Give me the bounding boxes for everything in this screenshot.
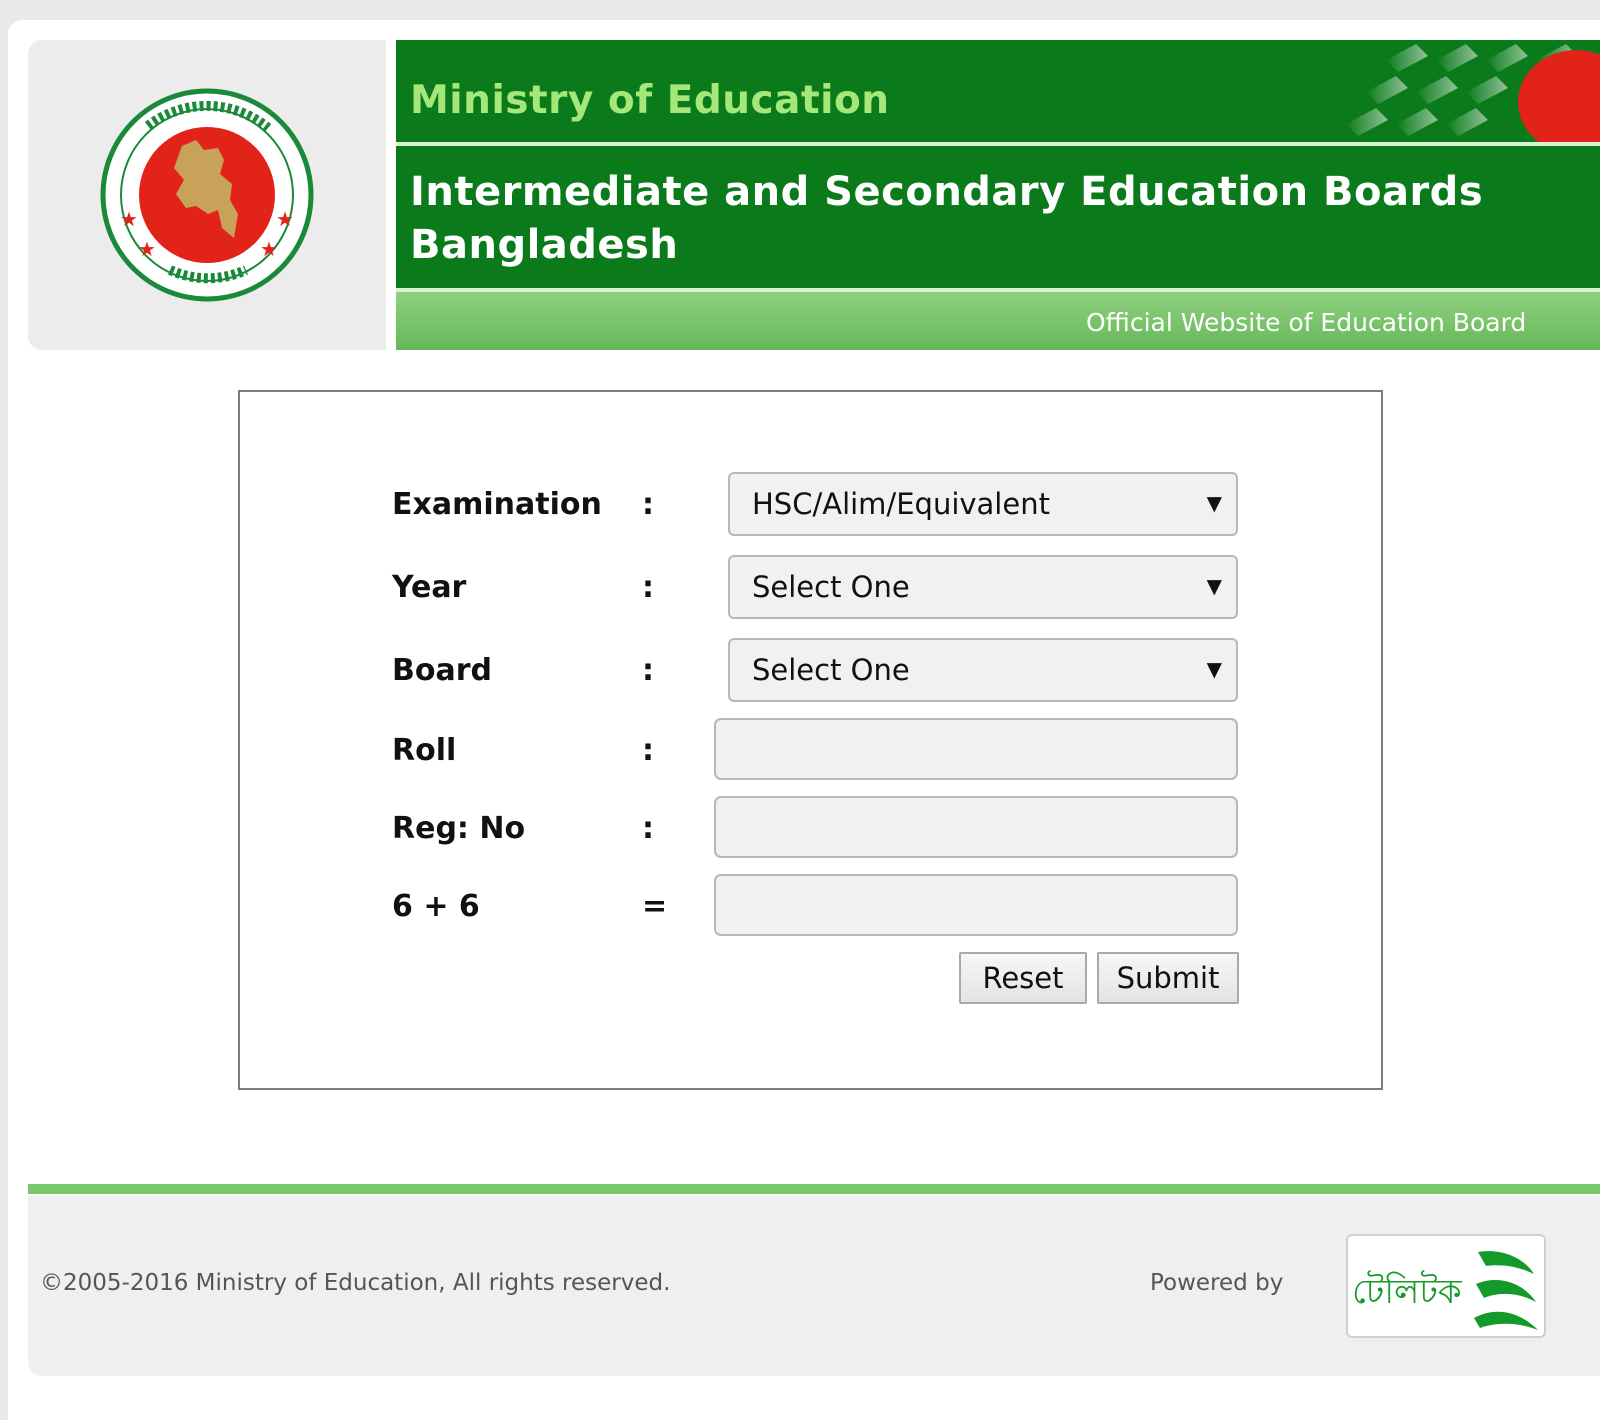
svg-text:★: ★ bbox=[260, 237, 278, 261]
header-banner bbox=[396, 40, 1600, 350]
dropdown-arrow-icon: ▼ bbox=[1206, 657, 1222, 681]
year-colon: : bbox=[642, 570, 654, 605]
reg-no-input[interactable] bbox=[714, 796, 1238, 858]
examination-selected-value: HSC/Alim/Equivalent bbox=[752, 487, 1050, 521]
official-website-text: Official Website of Education Board bbox=[1086, 308, 1527, 337]
reset-button[interactable]: Reset bbox=[959, 952, 1087, 1004]
board-colon: : bbox=[642, 653, 654, 688]
copyright-text: ©2005-2016 Ministry of Education, All rights reserved. bbox=[40, 1270, 671, 1296]
examination-label: Examination bbox=[392, 487, 602, 522]
board-selected-value: Select One bbox=[752, 653, 910, 687]
roll-colon: : bbox=[642, 733, 654, 768]
footer-divider bbox=[28, 1184, 1600, 1194]
result-search-form bbox=[238, 390, 1383, 1090]
board-row bbox=[240, 638, 1381, 704]
teletalk-logo-text: টেলিটক bbox=[1352, 1272, 1462, 1312]
year-select[interactable] bbox=[728, 555, 1238, 619]
captcha-row bbox=[240, 874, 1381, 940]
svg-text:★: ★ bbox=[120, 207, 138, 231]
svg-text:★: ★ bbox=[138, 237, 156, 261]
examination-select[interactable] bbox=[728, 472, 1238, 536]
examination-colon: : bbox=[642, 487, 654, 522]
boards-title: Intermediate and Secondary Education Boards Bangladesh bbox=[410, 169, 1484, 268]
site-footer bbox=[28, 1196, 1600, 1376]
board-select[interactable] bbox=[728, 638, 1238, 702]
reg-no-label: Reg: No bbox=[392, 811, 526, 846]
year-label: Year bbox=[392, 570, 467, 605]
year-row bbox=[240, 555, 1381, 621]
teletalk-logo[interactable] bbox=[1346, 1234, 1546, 1338]
year-selected-value: Select One bbox=[752, 570, 910, 604]
reg-no-colon: : bbox=[642, 811, 654, 846]
roll-label: Roll bbox=[392, 733, 457, 768]
powered-by-text: Powered by bbox=[1150, 1270, 1284, 1296]
board-label: Board bbox=[392, 653, 492, 688]
svg-text:★: ★ bbox=[276, 207, 294, 231]
roll-row bbox=[240, 718, 1381, 784]
captcha-question: 6 + 6 bbox=[392, 889, 480, 924]
dropdown-arrow-icon: ▼ bbox=[1206, 491, 1222, 515]
site-header bbox=[28, 40, 1600, 350]
reg-no-row bbox=[240, 796, 1381, 862]
ministry-title: Ministry of Education bbox=[410, 78, 890, 123]
teletalk-swoosh-icon bbox=[1472, 1244, 1542, 1332]
captcha-answer-input[interactable] bbox=[714, 874, 1238, 936]
government-seal-icon bbox=[100, 88, 314, 302]
dropdown-arrow-icon: ▼ bbox=[1206, 574, 1222, 598]
captcha-equals: = bbox=[642, 889, 668, 924]
examination-row bbox=[240, 472, 1381, 538]
flag-decoration-icon bbox=[1136, 40, 1600, 142]
submit-button[interactable]: Submit bbox=[1097, 952, 1239, 1004]
logo-panel bbox=[28, 40, 386, 350]
roll-input[interactable] bbox=[714, 718, 1238, 780]
